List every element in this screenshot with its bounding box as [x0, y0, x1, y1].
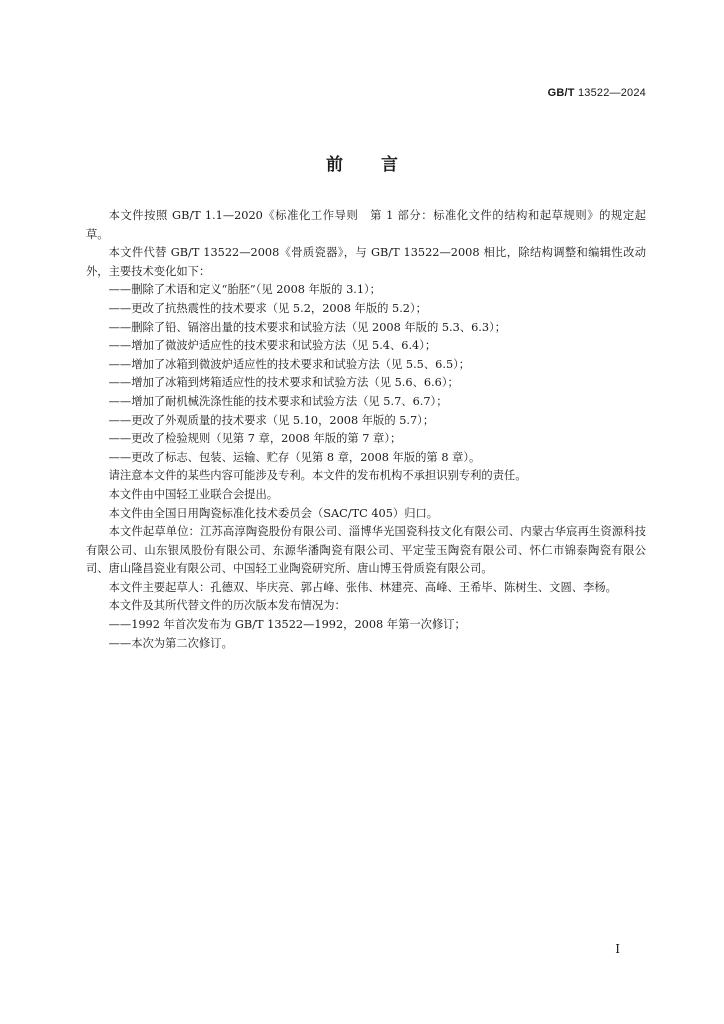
change-item: ——更改了标志、包装、运输、贮存（见第 8 章，2008 年版的第 8 章）。 [108, 450, 481, 464]
change-item: ——更改了检验规则（见第 7 章，2008 年版的第 7 章）； [108, 432, 402, 446]
paragraph-proposer: 本文件由中国轻工业联合会提出。 [108, 487, 279, 501]
change-item: ——增加了耐机械洗涤性能的技术要求和试验方法（见 5.7、6.7）； [108, 394, 448, 408]
history-item: ——1992 年首次发布为 GB/T 13522—1992，2008 年第一次修订； [108, 618, 466, 632]
paragraph-committee: 本文件由全国日用陶瓷标准化技术委员会（SAC/TC 405）归口。 [108, 506, 439, 520]
paragraph-history-intro: 本文件及其所代替文件的历次版本发布情况为： [108, 599, 346, 613]
standard-number: 13522—2024 [577, 87, 646, 99]
paragraph-replacement: 本文件代替 GB/T 13522—2008《骨质瓷器》，与 GB/T 13522—2008 相比，除结构调整和编辑性改动外，主要技术变化如下： [86, 246, 646, 278]
foreword-body [86, 207, 646, 653]
standard-code [548, 87, 646, 99]
change-item: ——增加了冰箱到微波炉适应性的技术要求和试验方法（见 5.5、6.5）； [108, 357, 471, 371]
paragraph-drafters: 本文件主要起草人：孔德双、毕庆亮、郭占峰、张伟、林建亮、高峰、王希毕、陈树生、文圆、李杨。 [108, 580, 617, 594]
paragraph-drafting-rules: 本文件按照 GB/T 1.1—2020《标准化工作导则 第 1 部分：标准化文件的结构和起草规则》的规定起草。 [86, 209, 646, 241]
page-title: 前言 [326, 155, 436, 175]
page-number: I [615, 942, 620, 956]
paragraph-drafting-units: 本文件起草单位：江苏高淳陶瓷股份有限公司、淄博华光国瓷科技文化有限公司、内蒙古华宸再生资源科技有限公司、山东银凤股份有限公司、东源华潘陶瓷有限公司、平定莹玉陶瓷有限公司、怀仁市锦泰陶瓷有限公司、唐山隆昌瓷业有限公司、中国轻工业陶瓷研究所、唐山博玉骨质瓷有限公司。 [86, 525, 646, 576]
paragraph-patent-notice: 请注意本文件的某些内容可能涉及专利。本文件的发布机构不承担识别专利的责任。 [108, 469, 527, 483]
change-item: ——增加了微波炉适应性的技术要求和试验方法（见 5.4、6.4）； [108, 339, 437, 353]
change-item: ——删除了术语和定义“胎胚”（见 2008 年版的 3.1）； [108, 283, 381, 297]
change-item: ——更改了外观质量的技术要求（见 5.10，2008 年版的 5.7）； [108, 413, 435, 427]
standard-prefix: GB/T [547, 87, 575, 99]
change-item: ——增加了冰箱到烤箱适应性的技术要求和试验方法（见 5.6、6.6）； [108, 376, 459, 390]
change-item: ——更改了抗热震性的技术要求（见 5.2，2008 年版的 5.2）； [108, 301, 427, 315]
change-item: ——删除了铅、镉溶出量的技术要求和试验方法（见 2008 年版的 5.3、6.3）； [108, 320, 507, 334]
history-item: ——本次为第二次修订。 [108, 636, 233, 650]
